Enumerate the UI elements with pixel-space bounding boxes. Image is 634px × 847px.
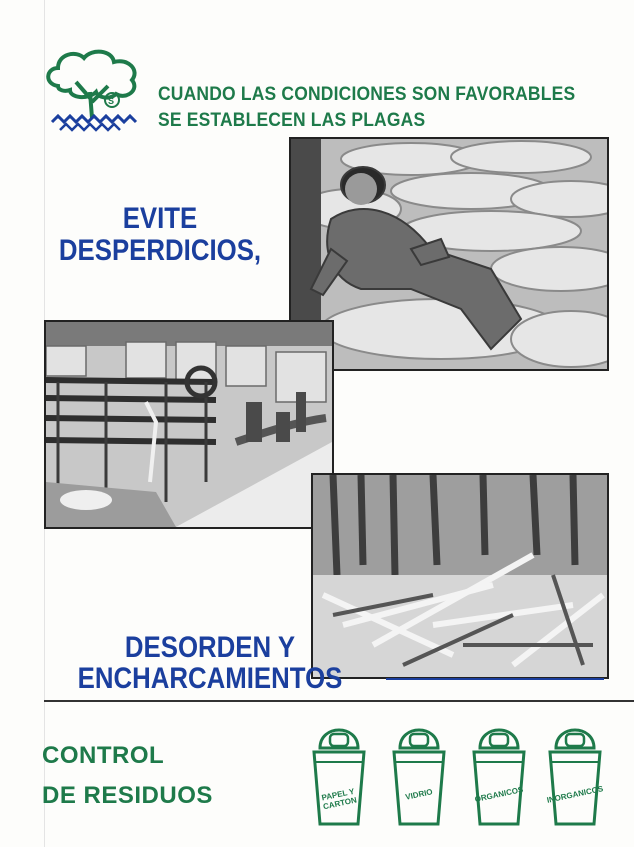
svg-text:S: S	[108, 96, 115, 106]
caption-waste-line-1: EVITE	[122, 202, 198, 235]
bin-paper	[304, 718, 374, 828]
waste-control-title-line-1: CONTROL	[42, 742, 165, 769]
caption-disorder	[55, 632, 365, 694]
waste-control-title-line-2: DE RESIDUOS	[42, 782, 213, 809]
recycling-bins	[300, 718, 612, 830]
bin-paper-label: PAPEL Y CARTON	[320, 786, 358, 812]
bin-inorganic	[540, 718, 610, 828]
trash-bin-icon	[464, 718, 534, 828]
page-headline	[158, 82, 575, 134]
tree-water-logo-icon	[40, 46, 148, 134]
waste-control-title	[42, 736, 213, 816]
bin-organic-label: ORGANICOS	[473, 784, 525, 805]
bin-glass-label: VIDRIO	[404, 787, 434, 802]
caption-underline	[386, 678, 604, 680]
caption-disorder-line-2: ENCHARCAMIENTOS	[77, 662, 343, 695]
headline-line-1: CUANDO LAS CONDICIONES SON FAVORABLES	[158, 84, 576, 105]
photo-cluttered-workshop	[44, 320, 334, 529]
bin-glass	[384, 718, 454, 828]
headline-line-2: SE ESTABLECEN LAS PLAGAS	[158, 110, 426, 131]
caption-waste	[57, 203, 263, 267]
trash-bin-icon	[540, 718, 610, 828]
section-divider	[44, 700, 634, 702]
bin-inorganic-label: INORGANICOS	[546, 784, 604, 805]
bin-organic	[464, 718, 534, 828]
photo-worker-on-sacks	[289, 137, 609, 371]
caption-waste-line-2: DESPERDICIOS,	[58, 234, 262, 267]
trash-bin-icon	[384, 718, 454, 828]
caption-disorder-line-1: DESORDEN Y	[124, 631, 296, 664]
